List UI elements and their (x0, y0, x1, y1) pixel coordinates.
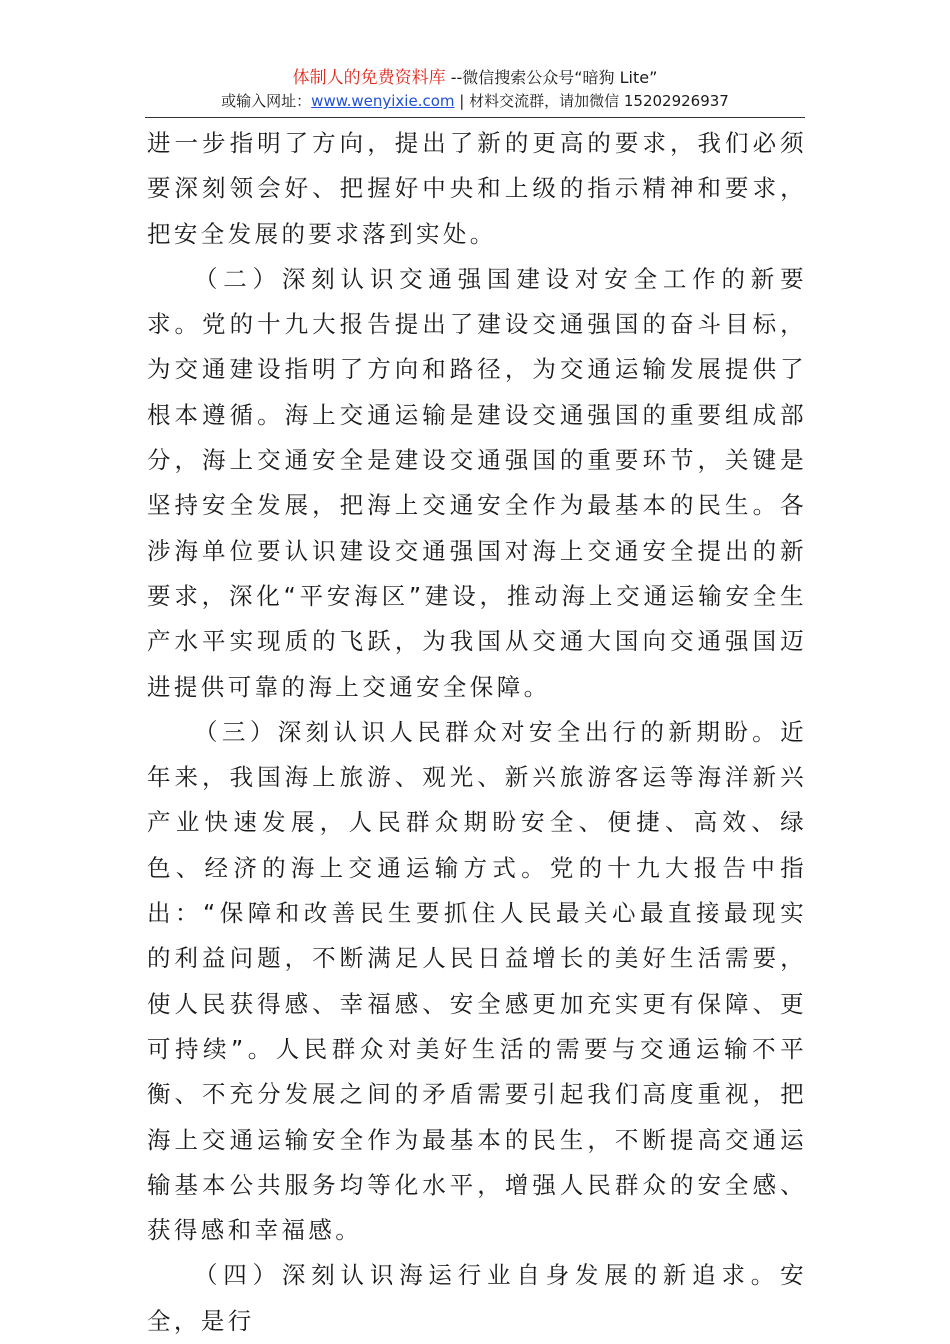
page-header (145, 66, 805, 112)
paragraph-section-4: （四）深刻认识海运行业自身发展的新追求。安全，是行 (147, 1261, 807, 1335)
paragraph-section-3: （三）深刻认识人民群众对安全出行的新期盼。近年来，我国海上旅游、观光、新兴旅游客运等海洋新兴产业快速发展，人民群众期盼安全、便捷、高效、绿色、经济的海上交通运输方式。党的十九大报告中指出：“保障和改善民生要抓住人民最关心最直接最现实的利益问题，不断满足人民日益增长的美好生活需要，使人民获得感、幸福感、安全感更加充实更有保障、更可持续”。人民群众对美好生活的需要与交通运输不平衡、不充分发展之间的矛盾需要引起我们高度重视，把海上交通运输安全作为最基本的民生，不断提高交通运输基本公共服务均等化水平，增强人民群众的安全感、获得感和幸福感。 (147, 717, 807, 1245)
header-divider (145, 117, 805, 118)
brand-name: 体制人的免费资料库 (292, 68, 446, 88)
paragraph-section-2: （二）深刻认识交通强国建设对安全工作的新要求。党的十九大报告提出了建设交通强国的奋斗目标，为交通建设指明了方向和路径，为交通运输发展提供了根本遵循。海上交通运输是建设交通强国的重要组成部分，海上交通安全是建设交通强国的重要环节，关键是坚持安全发展，把海上交通安全作为最基本的民生。各涉海单位要认识建设交通强国对海上交通安全提出的新要求，深化“平安海区”建设，推动海上交通运输安全生产水平实现质的飞跃，为我国从交通大国向交通强国迈进提供可靠的海上交通安全保障。 (147, 264, 807, 701)
header-title-line (145, 66, 805, 90)
paragraph-continuation: 进一步指明了方向，提出了新的更高的要求，我们必须要深刻领会好、把握好中央和上级的指示精神和要求，把安全发展的要求落到实处。 (147, 129, 807, 248)
header-subtitle: --微信搜索公众号“暗狗 Lite” (445, 68, 658, 87)
document-body (147, 121, 807, 1344)
header-contact-line (145, 90, 805, 112)
url-prefix: 或输入网址： (221, 92, 312, 110)
website-link[interactable]: www.wenyixie.com (311, 92, 455, 110)
contact-info: | 材料交流群，请加微信 15202926937 (454, 92, 729, 110)
